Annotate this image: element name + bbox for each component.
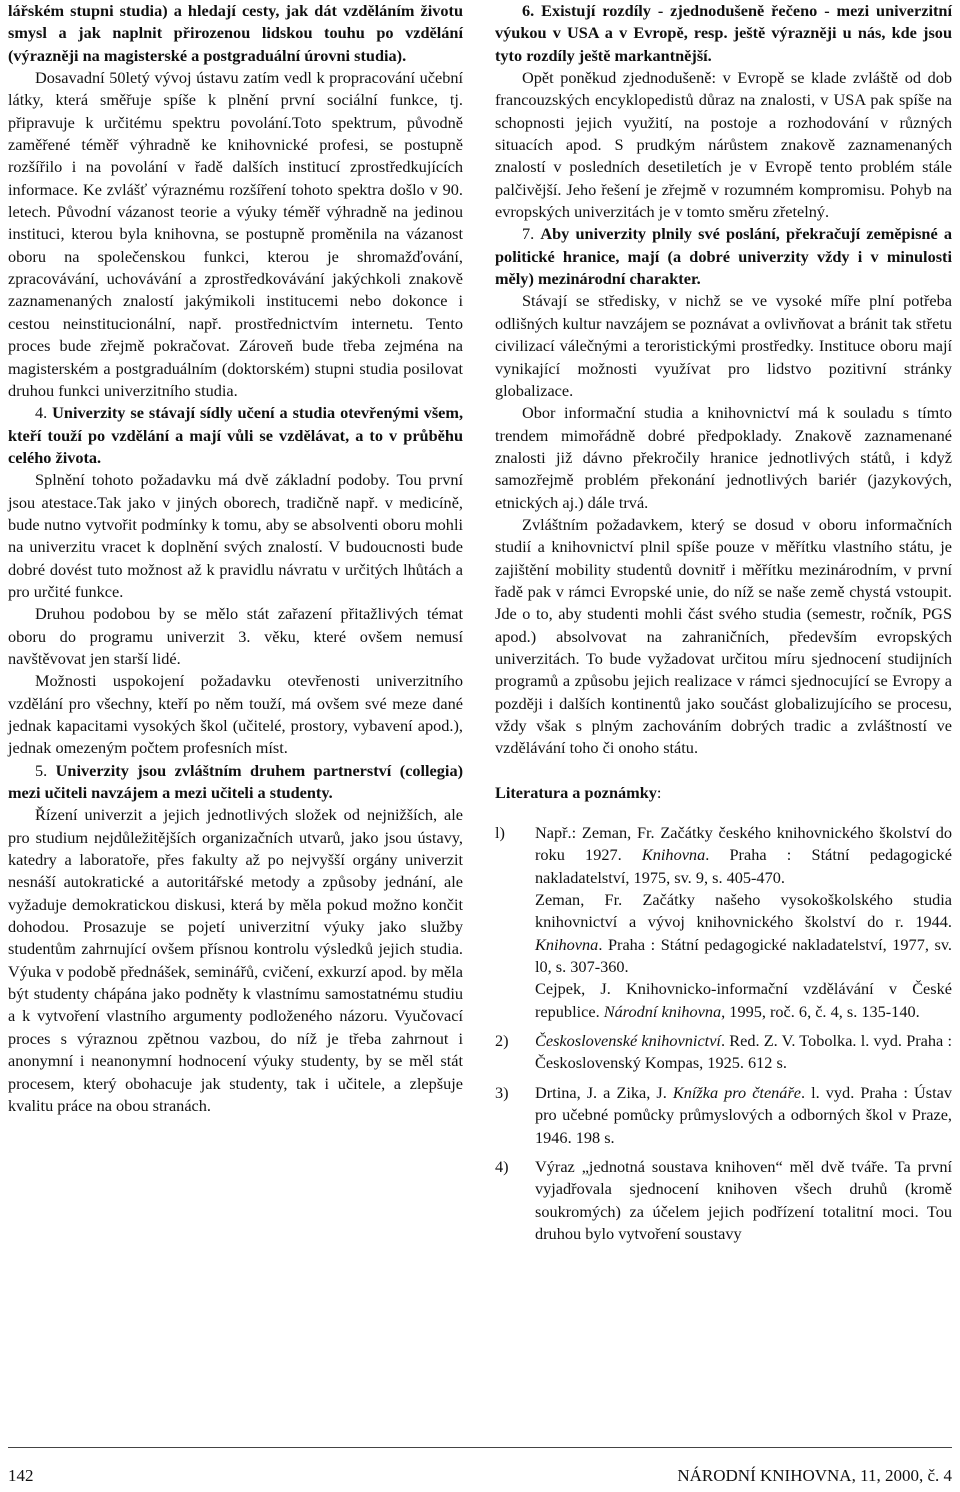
- journal-name: NÁRODNÍ KNIHOVNA, 11, 2000, č. 4: [677, 1466, 952, 1485]
- reference-text: Výraz „jednotná soustava knihoven“ měl dvě tváře. Ta první vyjadřovala sjednocení knihoven všech druhů (kromě soukromých) za účelem jejich podřízení totalitní moci. Tou druhou bylo vytvoření soustavy: [535, 1156, 952, 1243]
- reference-title: Národní knihovna: [603, 1001, 722, 1021]
- point-6-heading: 6. Existují rozdíly - zjednodušeně řečeno - mezi univerzitní výukou v USA a v Evropě, resp. ještě výrazněji u nás, kde jsou tyto rozdíly ještě markantnější.: [495, 1, 952, 65]
- right-paragraph-3: Stávají se středisky, v nichž se ve vysoké míře plní potřeba odlišných kultur navzájem se poznávat a ovlivňovat a bránit tak střetu civilizací válečnými a teroristickými prostředky. Instituce oboru mají vynikající možnosti využívat pro lidstvo pozitivní stránky globalizace.: [495, 291, 952, 400]
- point-7-number: 7.: [522, 224, 541, 244]
- point-7-heading: Aby univerzity plnily své poslání, překračují zeměpisné a politické hranice, mají (a dobré univerzity vždy i v minulosti měly) mezinárodní charakter.: [495, 224, 952, 289]
- left-paragraph-3: Splnění tohoto požadavku má dvě základní podoby. Tou první jsou atestace.Tak jako v jiných oborech, tradičně např. v medicíně, bude nutno vytvořit podmínky k tomu, aby se absolventi oboru mohli na univerzitu vracet k doplnění svých znalostí. V budoucnosti bude dobré dovést tuto možnost až k pravidlu návratu v určitých lhůtách a pro určité funkce.: [8, 470, 463, 601]
- left-paragraph-2: [8, 402, 463, 469]
- reference-body: [535, 1082, 952, 1149]
- left-paragraph-6: [8, 760, 463, 805]
- reference-body: [535, 1156, 952, 1245]
- reference-entry: [535, 822, 952, 889]
- reference-title: Knihovna: [641, 845, 706, 865]
- reference-text: Zeman, Fr. Začátky našeho vysokoškolského studia knihovnictví a vývoj knihovnického školství do r. 1944.: [535, 890, 952, 932]
- reference-body: [535, 1030, 952, 1075]
- right-paragraph-2: [495, 223, 952, 290]
- left-paragraph-5: Možnosti uspokojení požadavku otevřenosti univerzitního vzdělání pro všechny, kteří po něm touží, má ovšem své meze dané jednak kapacitami vysokých škol (učitelé, prostory, vybavení apod.), jednak omezeným počtem profesních míst.: [8, 671, 463, 758]
- reference-text: . Red. Z. V. Tobolka. l. vyd. Praha : Československý Kompas, 1925. 612 s.: [535, 1031, 952, 1073]
- reference-title: Knihovna: [535, 934, 599, 954]
- left-paragraph-1: Dosavadní 50letý vývoj ústavu zatím vedl k propracování učební látky, která směřuje spíše k plnění první sociální funkce, tj. připravuje k určitému spektru povolání.Toto spektrum, původně zaměřené téměř výhradně ke knihovnické profesi, se postupně rozšířilo i na povolání v řadě dalších institucí zprostředkujících informace. Ke zvlášť výraznému rozšíření tohoto spektra došlo v 90. letech. Původní vázanost teorie a výuky téměř výhradně na jedinou instituci, kterou byla knihovna, se postupně proměnila na vázanost oboru na společenskou funkci, kterou je shromažďování, zpracovávání, uchovávání a zprostředkovávání jakýchkoli znakově zaznamenaných znalostí jakýmikoli institucemi nebo dokonce i cestou neinstitucionální, např. prostřednictvím internetu. Tento proces bude zřejmě pokračovat. Zároveň bude třeba zejména na magisterském a postgraduálním (doktorském) stupni studia posilovat druhou funkci univerzitního studia.: [8, 68, 463, 400]
- reference-title: Knížka pro čtenáře: [672, 1082, 802, 1102]
- reference-text: . Praha : Státní pedagogické nakladatelství, 1977, sv. l0, s. 307-360.: [535, 934, 952, 977]
- reference-number: l): [495, 823, 505, 843]
- reference-text: , 1995, roč. 6, č. 4, s. 135-140.: [721, 1001, 920, 1021]
- reference-entry: [535, 978, 952, 1023]
- footer-rule: [8, 1447, 952, 1448]
- reference-entry: [535, 889, 952, 978]
- reference-number: 2): [495, 1031, 509, 1051]
- reference-item: [495, 1156, 952, 1245]
- left-paragraph-7: Řízení univerzit a jejich jednotlivých složek od nejnižších, ale pro studium nejdůležitějších organizačních utvarů, jako jsou ústavy, katedry a laboratoře, přes fakulty až po nejvyšší orgány univerzit nesnáší autokratické a autoritářské metody a způsoby jednání, ale vyžaduje demokratickou diskusi, která by měla pokud možno končit dohodou. Prosazuje se pojetí univerzitní výuky jako služby studentům zahrnující ovšem přísnou kontrolu výsledků jejich studia. Výuka v podobě přednášek, seminářů, cvičení, exkurzí apod. by měla být studenty chápána jako podněty k vlastnímu samostatnému studiu a k vytvoření vlastního argumenty podloženého názoru. Vyučovací proces s výraznou zpětnou vazbou, do níž je třeba zahrnout i anonymní i neanonymní hodnocení výuky studenty, by se měl stát procesem, který obohacuje jak studenty, tak i učitele, a zlepšuje kvalitu práce na obou stranách.: [8, 805, 463, 1115]
- left-paragraph-0: lářském stupni studia) a hledají cesty, jak dát vzděláním životu smysl a jak naplnit přirozenou lidskou touhu po vzdělání (výrazněji na magisterské a postgraduální úrovni studia).: [8, 1, 463, 65]
- point-5-number: 5.: [35, 760, 56, 780]
- right-paragraph-5: Zvláštním požadavkem, který se dosud v oboru informačních studií a knihovnictví plnil spíše pouze v měřítku vlastního státu, je zajištění mobility studentů dovnitř i měřítku mezinárodním, v první řadě pak v rámci Evropské unie, do níž se naše země chystá vstoupit. Jde o to, aby studenti mohli část svého studia (semestr, ročník, PGS apod.) absolvovat na zahraničních, především evropských univerzitách. To bude vyžadovat určitou míru sjednocení studijních programů a způsobu jejich realizace v rámci sjednocující se Evropy a později i dalších kontinentů jako součást globalizujícího se procesu, vždy však s plným zachováním dobrých tradic a zvláštností ve vzdělávání toho či onoho státu.: [495, 514, 952, 758]
- reference-number: 3): [495, 1082, 509, 1102]
- reference-entry: [535, 1030, 952, 1075]
- reference-item: [495, 1082, 952, 1149]
- reference-text: . l. vyd. Praha : Ústav pro učebné pomůcky průmyslových a odborných škol v Praze, 1946. 198 s.: [535, 1082, 952, 1147]
- right-column: [495, 0, 952, 1245]
- reference-item: [495, 1030, 952, 1075]
- reference-body: [535, 822, 952, 1023]
- reference-entry: [535, 1082, 952, 1149]
- left-paragraph-4: Druhou podobou by se mělo stát zařazení přitažlivých témat oboru do programu univerzit 3. věku, které ovšem nemusí navštěvovat jen starší lidé.: [8, 604, 463, 668]
- right-paragraph-1: Opět poněkud zjednodušeně: v Evropě se klade zvláště od dob francouzských encyklopedistů důraz na znalosti, v USA pak spíše na schopnosti jejich využití, na postoje a rozhodování v různých situacích apod. S prudkým nárůstem znakově zaznamenaných znalostí v posledních desetiletích je v Evropě tento problém stále palčivější. Jeho řešení je zřejmě v rozumném kompromisu. Pohyb na evropských univerzitách je v tomto směru zřetelný.: [495, 68, 952, 222]
- reference-entry: [535, 1156, 952, 1245]
- literature-heading: Literatura a poznámky:: [495, 782, 662, 802]
- reference-list: [495, 822, 952, 1245]
- point-4-number: 4.: [35, 403, 53, 423]
- page-number: 142: [8, 1466, 34, 1485]
- reference-item: [495, 822, 952, 1023]
- reference-text: Drtina, J. a Zika, J.: [535, 1082, 673, 1102]
- reference-text: Např.: Zeman, Fr. Začátky českého knihovnického školství do roku 1927.: [535, 823, 952, 865]
- reference-title: Československé knihovnictví: [535, 1031, 721, 1051]
- point-4-heading: Univerzity se stávají sídly učení a studia otevřenými všem, kteří touží po vzdělání a mají vůli se vzdělávat, a to v průběhu celého života.: [8, 403, 464, 467]
- reference-number: 4): [495, 1156, 509, 1176]
- right-paragraph-4: Obor informační studia a knihovnictví má k souladu s tímto trendem mimořádně dobré předpoklady. Znakově zaznamenané znalosti již dávno překročily hranice jednotlivých států, i když samozřejmě problém překonání jednotlivých bariér (jazykových, etnických aj.) dále trvá.: [495, 403, 952, 512]
- reference-text: Cejpek, J. Knihovnicko-informační vzdělávání v České republice.: [535, 979, 952, 1021]
- left-column: [8, 0, 463, 1117]
- reference-text: . Praha : Státní pedagogické nakladatelství, 1975, sv. 9, s. 405-470.: [535, 845, 952, 887]
- point-5-heading: Univerzity jsou zvláštním druhem partnerství (collegia) mezi učiteli navzájem a mezi učiteli a studenty.: [8, 760, 464, 803]
